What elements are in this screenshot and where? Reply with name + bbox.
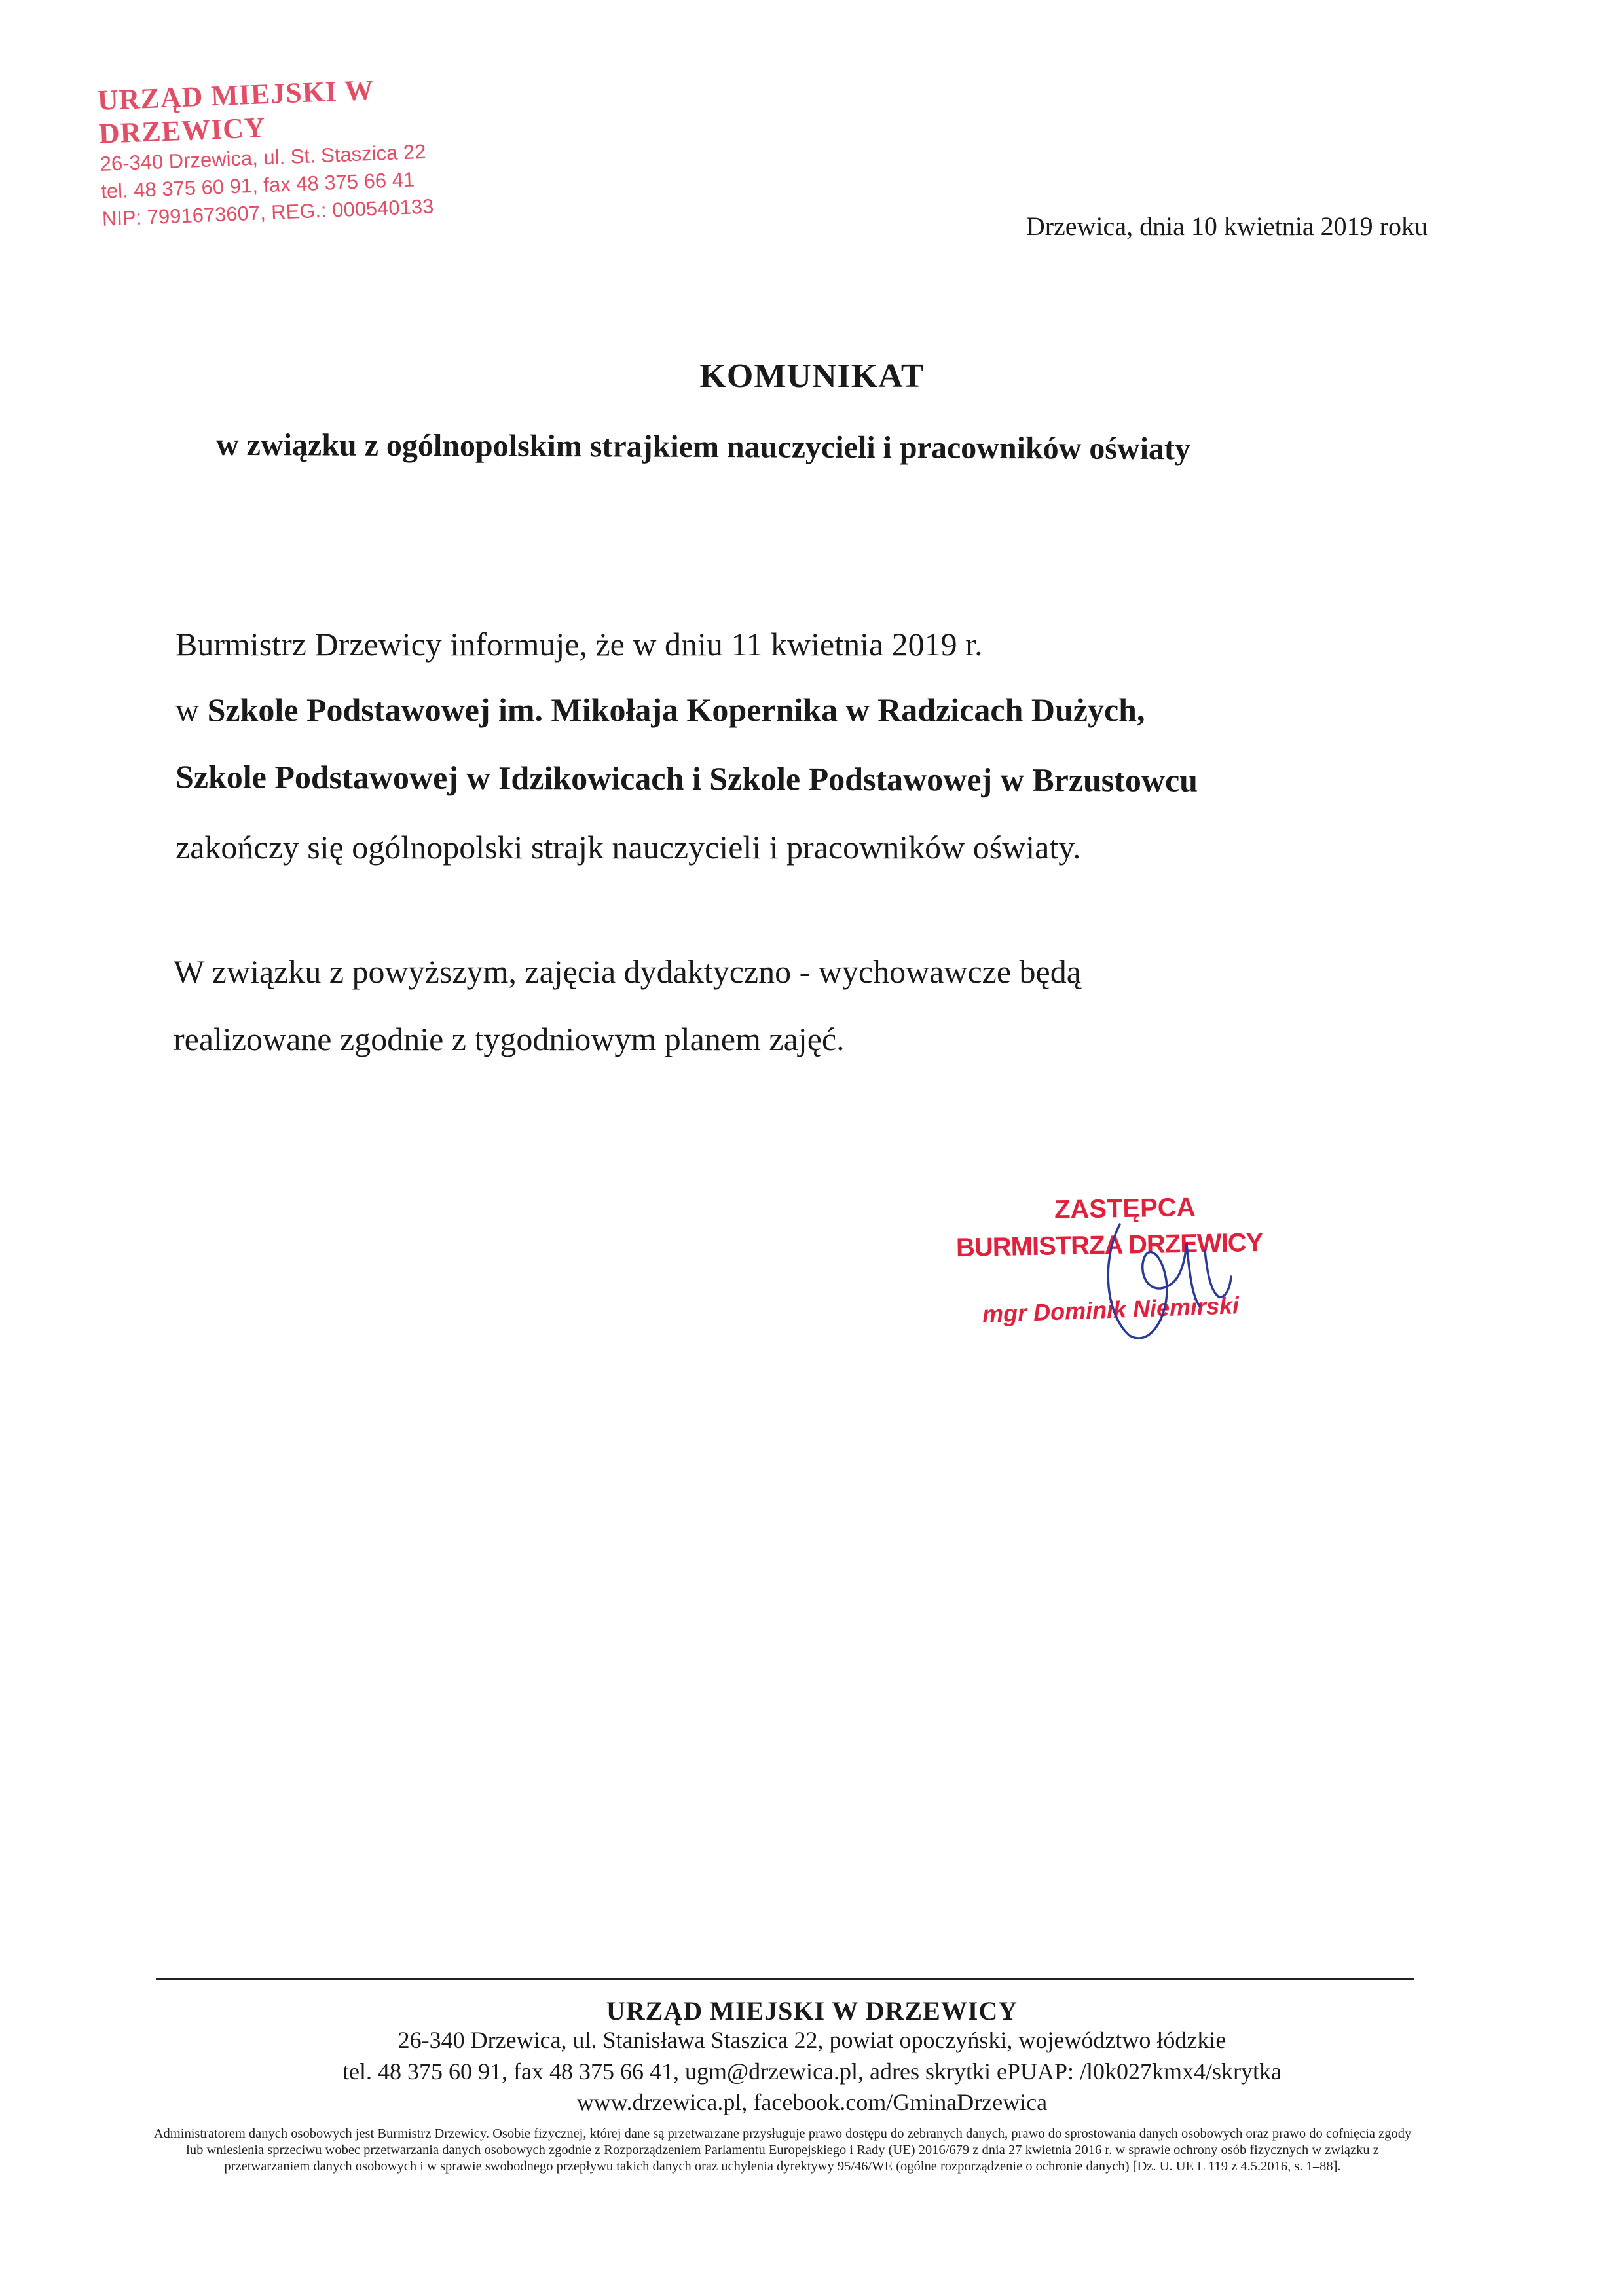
footer-contact: tel. 48 375 60 91, fax 48 375 66 41, ugm@drzewica.pl, adres skrytki ePUAP: /l0k027kmx4/skrytka [342, 2058, 1282, 2085]
gdpr-notice: Administratorem danych osobowych jest Burmistrz Drzewicy. Osobie fizycznej, której dane są przetwarzane przysługuje prawo dostępu do zebranych danych, prawo do sprostowania danych osobowych oraz prawo do cofnięcia zgody lub wniesienia sprzeciwu wobec przetwarzania danych osobowych zgodnie z Rozporządzeniem Parlamentu Europejskiego i Rady (UE) 2016/679 z dnia 27 kwietnia 2016 r. w sprawie ochrony osób fizycznych w związku z przetwarzaniem danych osobowych i w sprawie swobodnego przepływu takich danych oraz uchylenia dyrektywy 95/46/WE (ogólne rozporządzenie o ochronie danych) [Dz. U. UE L 119 z 4.5.2016, s. 1–88]. [153, 2126, 1412, 2174]
footer-divider [156, 1978, 1414, 1980]
school-names-2-3: Szkole Podstawowej w Idzikowicach i Szkole Podstawowej w Brzustowcu [175, 758, 1198, 799]
footer-office-name: URZĄD MIEJSKI W DRZEWICY [606, 1996, 1018, 2026]
footer-address: 26-340 Drzewica, ul. Stanisława Staszica 22, powiat opoczyński, województwo łódzkie [397, 2027, 1227, 2053]
stamp-line-4: NIP: 7991673607, REG.: 000540133 [101, 194, 434, 230]
signature-stamp-line-3: mgr Dominik Niemirski [982, 1292, 1240, 1328]
signature-stamp-line-1: ZASTĘPCA [1054, 1193, 1196, 1224]
document-date: Drzewica, dnia 10 kwietnia 2019 roku [1025, 211, 1428, 241]
body-line-1: Burmistrz Drzewicy informuje, że w dniu 11 kwietnia 2019 r. [175, 626, 983, 663]
signature-stamp [956, 1185, 1297, 1355]
body-line-4: zakończy się ogólnopolski strajk nauczycieli i pracowników oświaty. [175, 829, 1081, 866]
stamp-line-1: URZĄD MIEJSKI W DRZEWICY [97, 73, 375, 150]
body-line-2-prefix: w [175, 691, 208, 728]
body-line-5: W związku z powyższym, zajęcia dydaktyczno - wychowawcze będą [174, 953, 1081, 990]
footer-web: www.drzewica.pl, facebook.com/GminaDrzewica [576, 2089, 1048, 2115]
school-name-1: Szkole Podstawowej im. Mikołaja Kopernika w Radzicach Dużych, [207, 691, 1145, 728]
body-line-6: realizowane zgodnie z tygodniowym planem zajęć. [174, 1021, 845, 1057]
handwritten-signature-icon [956, 1185, 1297, 1355]
office-stamp [97, 67, 528, 233]
document-subtitle: w związku z ogólnopolskim strajkiem nauczycieli i pracowników oświaty [215, 427, 1191, 467]
body-line-3 [175, 757, 1198, 799]
document-title: KOMUNIKAT [699, 357, 925, 395]
body-line-2 [175, 691, 1145, 729]
stamp-line-3: tel. 48 375 60 91, fax 48 375 66 41 [100, 168, 415, 203]
stamp-line-2: 26-340 Drzewica, ul. St. Staszica 22 [100, 139, 426, 175]
signature-stamp-line-2: BURMISTRZA DRZEWICY [955, 1228, 1263, 1263]
